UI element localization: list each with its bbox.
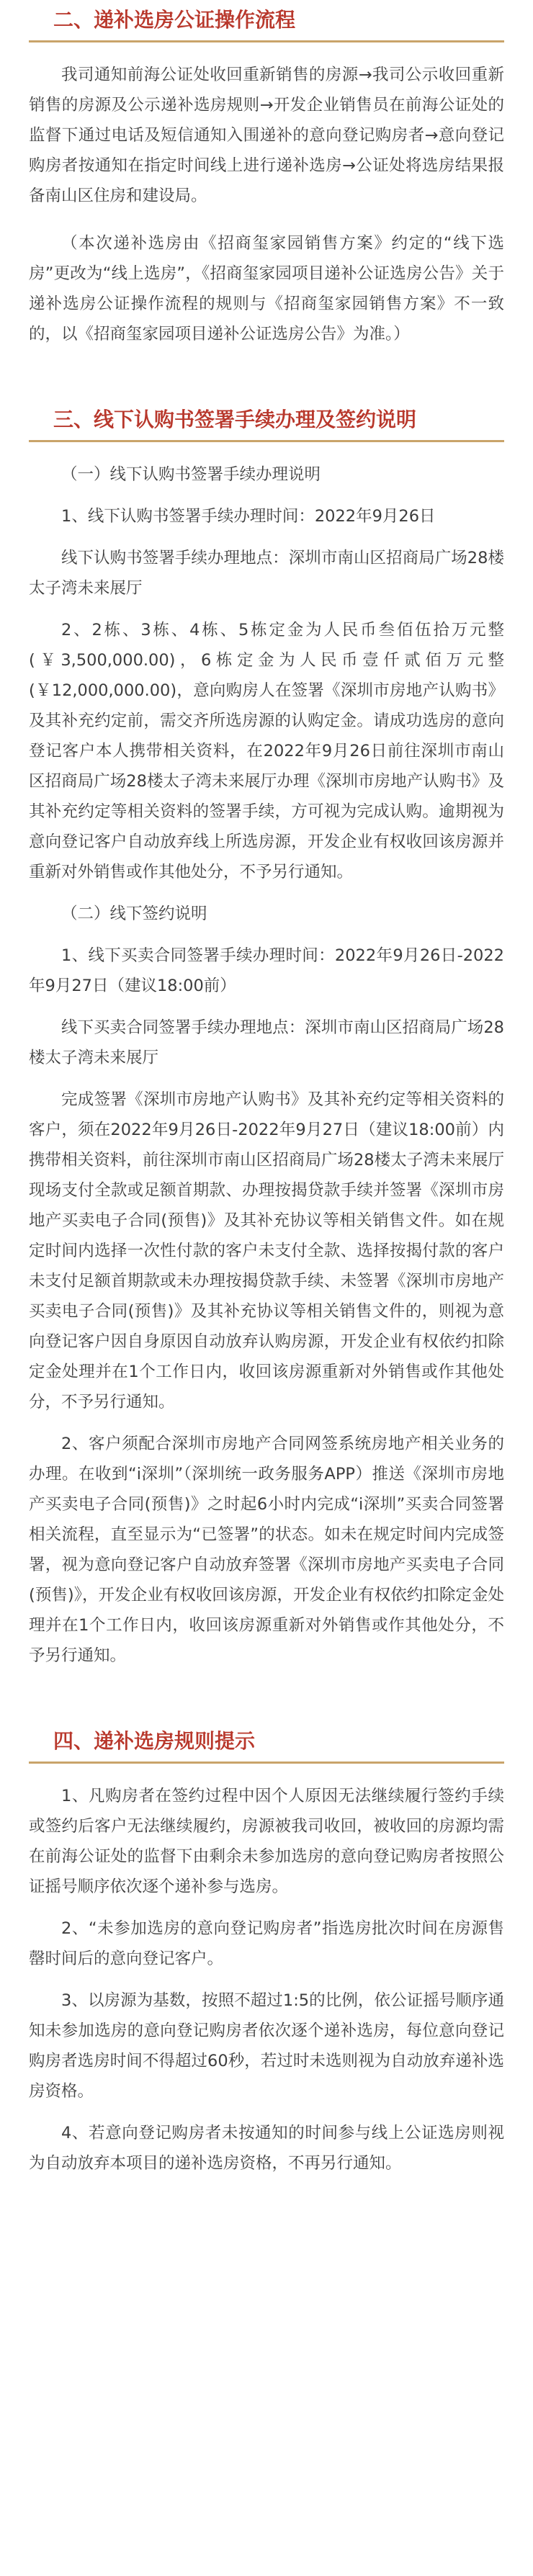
section-3-paragraph-2: 线下认购书签署手续办理地点：深圳市南山区招商局广场28楼太子湾未来展厅 bbox=[29, 549, 504, 598]
section-3-header bbox=[29, 400, 504, 442]
section-4-header bbox=[29, 1721, 504, 1764]
section-2-header bbox=[29, 0, 504, 42]
section-3-paragraph-3: 2、2栋、3栋、4栋、5栋定金为人民币叁佰伍拾万元整(￥3,500,000.00)，6栋定金为人民币壹仟贰佰万元整(￥12,000,000.00)，意向购房人在签署《深圳市房地产认购书》及其补充约定前，需交齐所选房源的认购定金。请成功选房的意向登记客户本人携带相关资料，在2022年9月26日前往深圳市南山区招商局广场28楼太子湾未来展厅办理《深圳市房地产认购书》及其补充约定等相关资料的签署手续，方可视为完成认购。逾期视为意向登记客户自动放弃线上所选房源，开发企业有权收回该房源并重新对外销售或作其他处分，不予另行通知。 bbox=[29, 621, 504, 881]
section-3-paragraph-1: 1、线下认购书签署手续办理时间：2022年9月26日 bbox=[61, 507, 436, 526]
section-2-paragraph-2: （本次递补选房由《招商玺家园销售方案》约定的“线下选房”更改为“线上选房”，《招商玺家园项目递补公证选房公告》关于递补选房公证操作流程的规则与《招商玺家园销售方案》不一致的，以《招商玺家园项目递补公证选房公告》为准。） bbox=[29, 234, 504, 344]
section-4-paragraph-2: 2、“未参加选房的意向登记购房者”指选房批次时间在房源售罄时间后的意向登记客户。 bbox=[29, 1919, 504, 1968]
section-4-paragraph-1: 1、凡购房者在签约过程中因个人原因无法继续履行签约手续或签约后客户无法继续履约，房源被我司收回，被收回的房源均需在前海公证处的监督下由剩余未参加选房的意向登记购房者按照公证摇号顺序依次逐个递补参与选房。 bbox=[29, 1787, 504, 1896]
section-2-title: 二、递补选房公证操作流程 bbox=[53, 8, 296, 32]
section-3-title: 三、线下认购书签署手续办理及签约说明 bbox=[53, 408, 417, 431]
section-4-title: 四、递补选房规则提示 bbox=[53, 1729, 256, 1753]
section-4-paragraph-3: 3、以房源为基数，按照不超过1:5的比例，依公证摇号顺序通知未参加选房的意向登记购房者依次逐个递补选房，每位意向登记购房者选房时间不得超过60秒，若过时未选则视为自动放弃递补选房资格。 bbox=[29, 1991, 504, 2101]
section-3-subheading-2: （二）线下签约说明 bbox=[61, 905, 207, 923]
section-3-paragraph-5: 线下买卖合同签署手续办理地点：深圳市南山区招商局广场28楼太子湾未来展厅 bbox=[29, 1018, 504, 1067]
section-2-paragraph-1: 我司通知前海公证处收回重新销售的房源→我司公示收回重新销售的房源及公示递补选房规则→开发企业销售员在前海公证处的监督下通过电话及短信通知入围递补的意向登记购房者→意向登记购房者按通知在指定时间线上进行递补选房→公证处将选房结果报备南山区住房和建设局。 bbox=[29, 66, 504, 205]
section-3-paragraph-7: 2、客户须配合深圳市房地产合同网签系统房地产相关业务的办理。在收到“i深圳”（深圳统一政务服务APP）推送《深圳市房地产买卖电子合同(预售)》之时起6小时内完成“i深圳”买卖合同签署相关流程，直至显示为“已签署”的状态。如未在规定时间内完成签署，视为意向登记客户自动放弃签署《深圳市房地产买卖电子合同(预售)》，开发企业有权收回该房源，开发企业有权依约扣除定金处理并在1个工作日内，收回该房源重新对外销售或作其他处分，不予另行通知。 bbox=[29, 1435, 504, 1665]
section-3-paragraph-4: 1、线下买卖合同签署手续办理时间：2022年9月26日-2022年9月27日（建议18:00前） bbox=[29, 946, 504, 995]
section-4-paragraph-4: 4、若意向登记购房者未按通知的时间参与线上公证选房则视为自动放弃本项目的递补选房资格，不再另行通知。 bbox=[29, 2124, 504, 2173]
section-3-subheading-1: （一）线下认购书签署手续办理说明 bbox=[61, 465, 321, 484]
section-3-paragraph-6: 完成签署《深圳市房地产认购书》及其补充约定等相关资料的客户，须在2022年9月26日-2022年9月27日（建议18:00前）内携带相关资料，前往深圳市南山区招商局广场28楼太子湾未来展厅现场支付全款或足额首期款、办理按揭贷款手续并签署《深圳市房地产买卖电子合同(预售)》及其补充协议等相关销售文件。如在规定时间内选择一次性付款的客户未支付全款、选择按揭付款的客户未支付足额首期款或未办理按揭贷款手续、未签署《深圳市房地产买卖电子合同(预售)》及其补充协议等相关销售文件的，则视为意向登记客户因自身原因自动放弃认购房源，开发企业有权依约扣除定金处理并在1个工作日内，收回该房源重新对外销售或作其他处分，不予另行通知。 bbox=[29, 1090, 504, 1412]
